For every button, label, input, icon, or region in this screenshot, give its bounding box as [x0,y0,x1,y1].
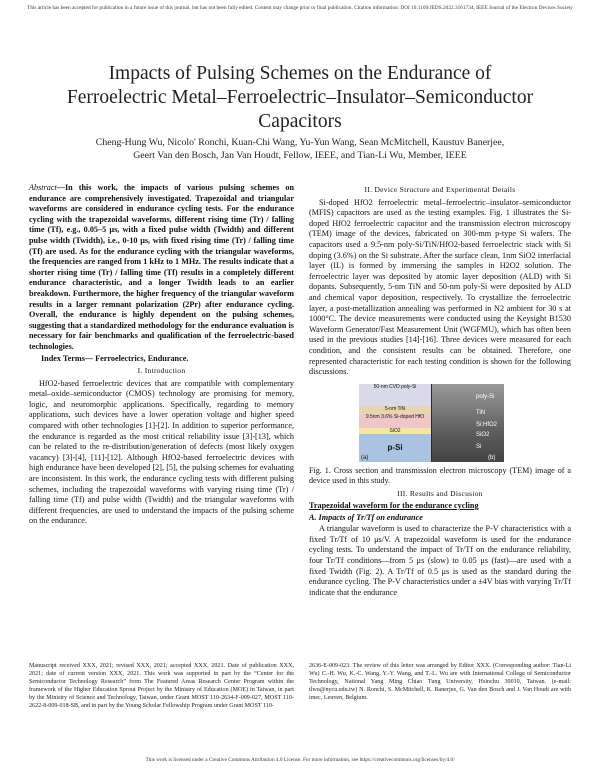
subsection-tr-tf: A. Impacts of Tr/Tf on endurance [309,512,423,522]
footnote-left: Manuscript received XXX, 2021; revised XXX, 2021; accepted XXX, 2021. Date of publication XXX, 2021; date of current version XXX, 2021. This work was supported in part by the “Center for the Semiconductor Technology Research” from The Featured Areas Research Center Program within the framework of the Higher Education Sprout Project by the Ministry of Education (MOE) in Taiwan, in part by the Ministry of Science and Technology, Taiwan, under Grant MOST 110-2634-F-009-027, MOST 110-2622-8-009-018-SB, and in part by the Young Scholar Fellowship Program under Grant MOST 110- [29,663,294,709]
index-terms: Index Terms— Ferroelectrics, Endurance. [41,353,189,363]
introduction-paragraph: HfO2-based ferroelectric devices that are compatible with complementary metal–oxide–semiconductor (CMOS) technology are promising for memory, logic, and neuromorphic applications. Specifically, regarding to memory applications, such devices have a lower operation voltage and higher speed compared with other technologies [1]-[2]. In addition to superior performance, the endurance is regarded as the most critical reliability issue [3]-[13], which can be related to the re-distribution/generation of defects (most likely oxygen vacancy) [3]-[4], [11]-[12]. Although HfO2-based ferroelectric devices with high endurance have been developed [2], [5], the pulsing schemes for evaluating are inconsistent. In this work, the endurance cycling tests with different pulsing schemes, including the trapezoidal waveforms with varying rising time (Tr) / falling time (Tf) and pulse width (Twidth) and the triangular waveforms with different frequencies, are used to understand the impacts of the pulsing scheme on the endurance. [29,378,294,526]
abstract [29,183,294,353]
tem-label-poly-si: poly-Si [476,393,495,400]
figure-label-a: (a) [361,454,369,461]
tem-label-si: Si [476,443,482,450]
device-stack-schematic [359,384,431,462]
layer-p-si: p-Si [359,434,431,462]
journal-header-note: This article has been accepted for publication in a future issue of this journal, but has not been fully edited. Content may change prior to final publication. Citation information: DOI 10.1109/JEDS.2022.3161734, IEEE Journal of the Electron Devices Society [27,5,573,11]
section-heading-device: II. Device Structure and Experimental Details [364,185,516,194]
tem-label-sio2: SiO2 [476,431,490,438]
author-list: Cheng-Hung Wu, Nicolo' Ronchi, Kuan-Chi Wang, Yu-Yun Wang, Sean McMitchell, Kaustuv Banerjee, Geert Van den Bosch, Jan Van Houdt, Fellow, IEEE, and Tian-Li Wu, Member, IEEE [95,137,505,161]
subsection-trapezoidal: Trapezoidal waveform for the endurance cycling [309,501,479,511]
layer-tin: 5-nm TiN [359,406,431,414]
results-paragraph: A triangular waveform is used to characterize the P-V characteristics with a fixed Tr/Tf of 10 μs/V. A trapezoidal waveform is used for the endurance cycling tests. To understand the impact of Tr/Tf on the endurance reliability, four Tr/Tf conditions—from 5 μs (slow) to 0.05 μs (fast)—are used with a fixed Twidth (Fig. 2). A Tr/Tf of 0.5 μs is used as the standard during the endurance cycling. The P-V characteristics under a ±4V bias with varying Tr/Tf indicate that the endurance [309,524,571,597]
tem-image [432,384,504,462]
device-paragraph: Si-doped HfO2 ferroelectric metal–ferroelectric–insulator–semiconductor (MFIS) capacitors are used as the testing examples. Fig. 1 illustrates the Si-doped HfO2 ferroelectric capacitor and the transmission electron microscopy (TEM) image of the devices, fabricated on 300-mm p-type Si wafers. The capacitors used a 9.5-nm poly-Si/TiN/HfO2-based ferroelectric stack with Si doping (3.6%) on the Si substrate. After the surface clean, 1nm SiO2 interfacial layer (IL) is formed by immersing the samples in H2O2 solution. The ferroelectric layer was deposited by atomic layer deposition (ALD) with Si dopants. Subsequently, 5-nm TiN and 50-nm poly-Si were deposited by ALD and chemical vapor deposition, respectively. To crystallize the ferroelectric layer, a post-metallization annealing was performed in N2 ambient for 30 s at 1000°C. The device measurements were conducted using the Keysight B1530 Waveform Generator/Fast Measurement Unit (WGFMU), which has often been used in the previous studies [14]-[16]. Three devices were measured for each condition, and the consistent results can be obtained. Therefore, one represented characteristic for each testing condition is shown for the following discussions. [309,197,571,377]
tem-label-tin: TiN [476,409,486,416]
license-note: This work is licensed under a Creative Commons Attribution 4.0 License. For more information, see https://creativecommons.org/licenses/by/4.0/ [145,757,455,763]
figure-1 [359,384,504,462]
tem-label-hfo2: Si:HfO2 [476,421,498,428]
figure-label-b: (b) [488,454,496,461]
left-column [29,183,294,527]
right-column [309,183,571,598]
layer-poly-si: 50-nm CVD poly-Si [359,384,431,406]
layer-hfo2: 9.5nm 3.6% Si-doped HfO [359,414,431,428]
section-heading-introduction: I. Introduction [137,366,186,376]
paper-title: Impacts of Pulsing Schemes on the Endurance of Ferroelectric Metal–Ferroelectric–Insulator–Semiconductor Capacitors [66,63,534,132]
footnote-right: 2636-E-009-023. The review of this letter was arranged by Editor XXX. (Corresponding author: Tian-Li Wu) C.-H. Wu, K.-C. Wang, Y.-Y. Wang, and T.-L. Wu are with International College of Semiconductor Technology, National Yang Ming Chiao Tung University, Hsinchu 30010, Taiwan. (e-mail: tlwu@nycu.edu.tw) N. Ronchi, S. McMitchell, K. Banerjee, G. Van den Bosch and J. Van Houdt are with imec, Leuven, Belgium. [309,663,571,701]
layer-sio2: SiO2 [359,428,431,434]
section-heading-results: III. Results and Discusion [397,488,483,498]
abstract-text: —In this work, the impacts of various pulsing schemes on endurance are comprehensively investigated. Trapezoidal and triangular waveforms are considered in endurance cycling tests. For the endurance cycling with the trapezoidal waveforms, different rising time (Tr) / falling time (Tf), e.g., 0.05–5 μs, with a fixed pulse width (Twidth) and different pulse width (Twidth), i.e., 0-10 μs, with fixed rising time (Tr) / falling time (Tf) are used. As for the endurance cycling with the triangular waveforms, the frequencies are ranged from 1 kHz to 1 MHz. The results indicate that a shorter rising time (Tr) / falling time (Tf) results in a completely different endurance characteristic, and a longer Twidth leads to an earlier breakdown. Furthermore, the higher frequency of the triangular waveform results in a larger remnant polarization (2Pr) after endurance cycling. Overall, the endurance is highly dependent on the pulsing schemes, suggesting that a standardized methodology for the endurance evaluation is necessary for fair benchmarks and qualification of the ferroelectric-based technologies. [29,183,294,351]
abstract-label: Abstract [29,183,57,192]
figure-1-caption: Fig. 1. Cross section and transmission electron microscopy (TEM) image of a device used in this study. [309,465,571,486]
